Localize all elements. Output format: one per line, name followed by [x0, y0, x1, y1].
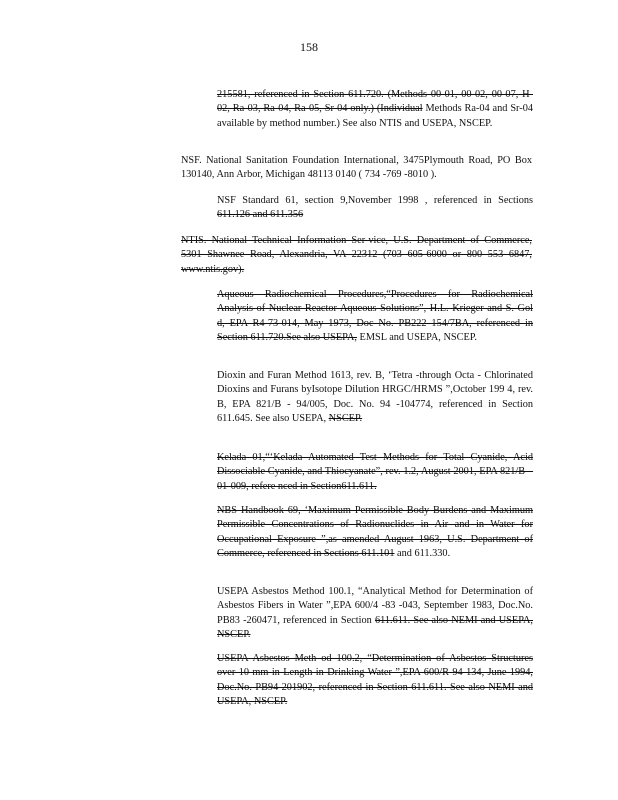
entry-text: Methods Ra-04 and Sr-04 available by method number.) See also NTIS and USEPA, NSCEP.: [217, 103, 534, 129]
struck-text: NTIS. National Technical Information Ser-vice, U.S. Department of Commerce, 5301 Shawnee Road, Alexandria, VA 22312 (703 605-6000 or 800 553 6847, www.ntis.gov).: [181, 235, 532, 275]
reference-entry-usepa-asbestos-100-1: [217, 585, 533, 643]
struck-text: NBS Handbook 69, ‘Maximum Permissible Body Burdens and Maximum Permissible Concentrations of Radionuclides in Air and in Water for Occupational Exposure ”,as amended August 1963, U.S. Department of Commerce, referenced in Sections 611.101: [217, 505, 533, 560]
reference-entry-usepa-asbestos-100-2: [217, 652, 533, 710]
entry-text: NSF. National Sanitation Foundation International, 3475Plymouth Road, PO Box 130140, Ann Arbor, Michigan 48113 0140 ( 734 -769 -8010 ).: [181, 155, 532, 181]
struck-text: 215581, referenced in Section 611.720. (Methods 00-01, 00-02, 00-07, H-02, Ra-03, Ra-04, Ra-05, Sr-04 only.) (Individual: [217, 89, 533, 115]
page-number: 158: [300, 40, 318, 54]
reference-entry-aqueous-radiochemical: [217, 288, 533, 346]
struck-text: 611.126 and 611.356: [217, 209, 304, 221]
entry-text: EMSL and USEPA, NSCEP.: [359, 332, 477, 344]
reference-entry-215581-continued: [217, 88, 533, 131]
entry-text: USEPA Asbestos Method 100.1, “Analytical Method for Determination of Asbestos Fibers in Water ”,EPA 600/4 -83 -043, September 1983, Doc.No. PB83 -260471, referenced in Section: [217, 586, 533, 626]
reference-entry-nbs-handbook-69: [217, 504, 533, 562]
struck-text: Aqueous Radiochemical Procedures,“Procedures for Radiochemical Analysis of Nuclear Reactor Aqueous Solutions”, H.L. Krieger and S. Gol d, EPA R4-73-014, May 1973, Doc No. PB222 154/7BA, referenced in Section 611.720.See also USEPA,: [217, 289, 533, 344]
reference-entry-kelada-01: [217, 451, 533, 494]
entry-text: NSF Standard 61, section 9,November 1998 , referenced in Sections: [217, 195, 533, 206]
struck-text: NSCEP.: [328, 413, 363, 425]
reference-entry-nsf: [181, 154, 532, 183]
reference-entry-ntis: [181, 234, 532, 277]
reference-entry-dioxin-furan-1613: [217, 369, 533, 427]
entry-text: and 611.330.: [397, 548, 451, 560]
struck-text: Kelada 01,“‘Kelada Automated Test Methods for Total Cyanide, Acid Dissociable Cyanide, and Thiocyanate”, rev. 1.2, August 2001, EPA 821/B –01-009, refere nced in Section611.611.: [217, 452, 533, 492]
struck-text: 611.611. See also NEMI and USEPA, NSCEP.: [217, 614, 533, 641]
reference-entry-nsf-standard-61: [217, 194, 533, 223]
entry-text: Dioxin and Furan Method 1613, rev. B, ‘Tetra -through Octa - Chlorinated Dioxins and Furans byIsotope Dilution HRGC/HRMS ”,October 199 4, rev. B, EPA 821/B - 94/005, Doc. No. 94 -104774, referenced in Section 611.645. See also USEPA,: [217, 370, 533, 425]
struck-text: USEPA Asbestos Meth od 100.2, “Determination of Asbestos Structures over 10 mm in Length in Drinking Water ”,EPA 600/R-94-134, June 1994, Doc.No. PB94-201902, referenced in Section 611.611. See also NEMI and USEPA, NSCEP.: [217, 653, 533, 708]
